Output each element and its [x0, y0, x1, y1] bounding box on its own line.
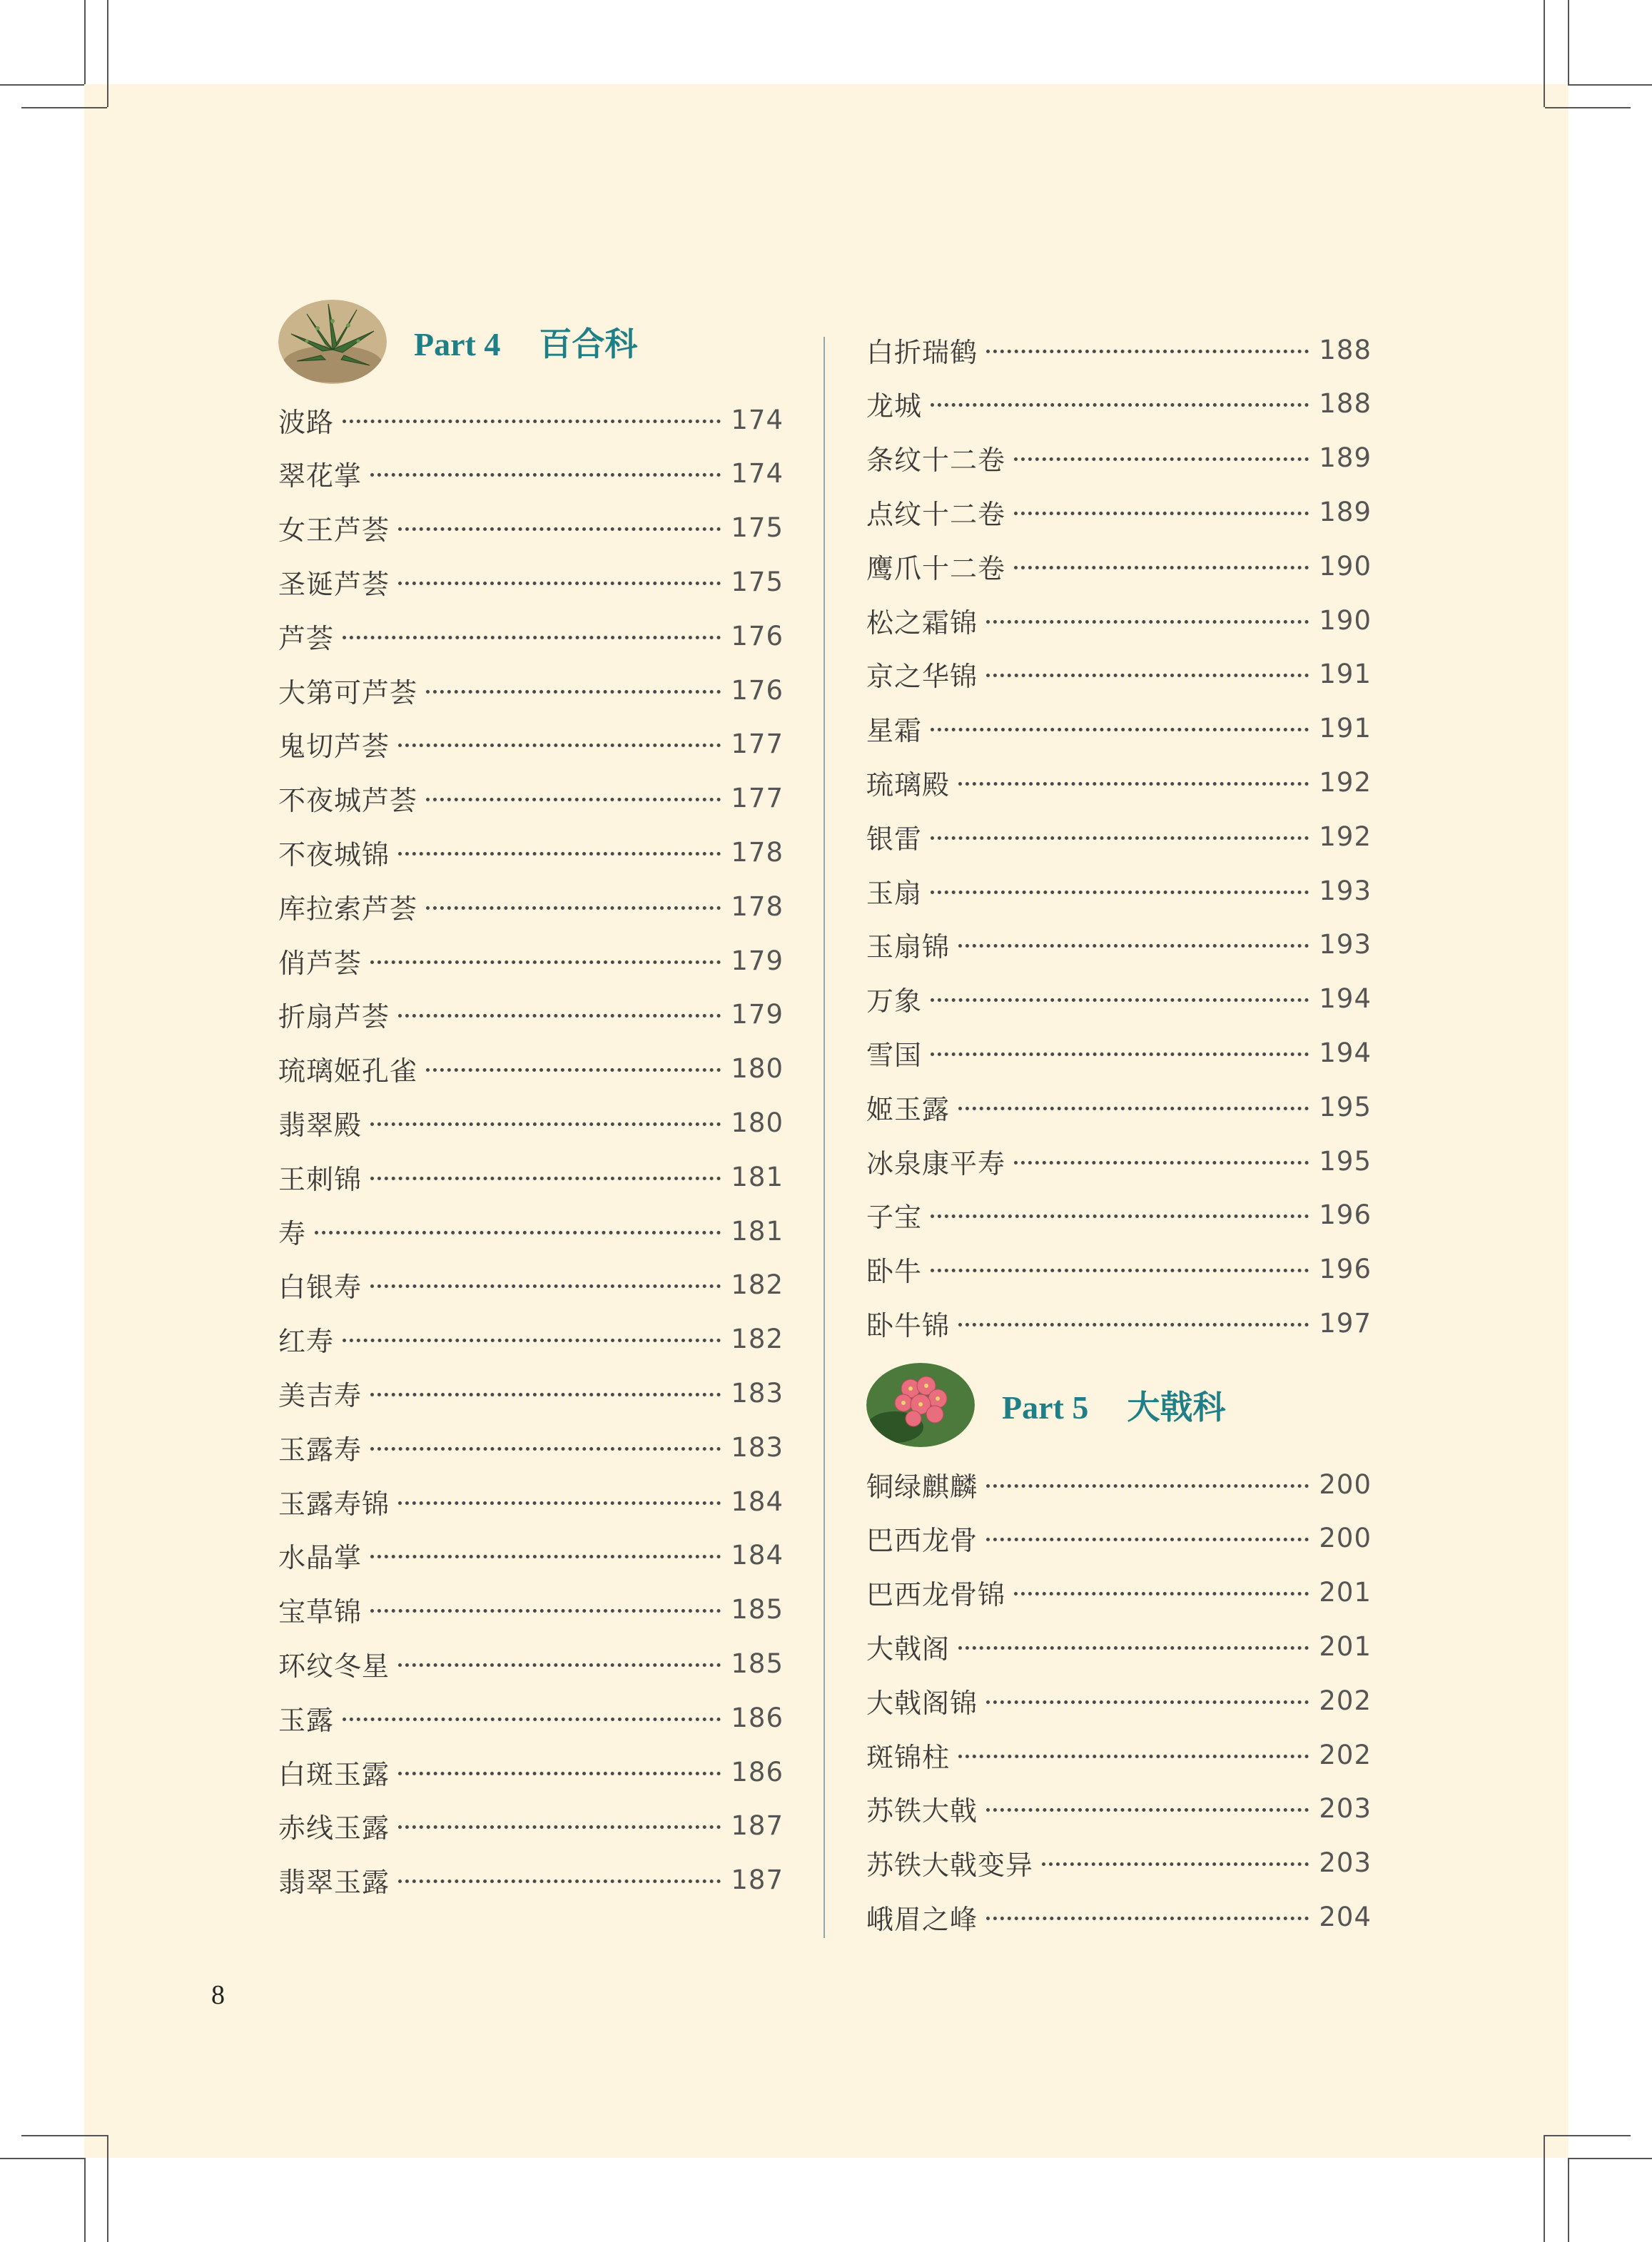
toc-entry-page: 197 — [1319, 1307, 1372, 1339]
toc-entry-name: 宝草锦 — [278, 1596, 363, 1628]
toc-entry-page: 188 — [1319, 334, 1372, 365]
toc-entry[interactable] — [866, 1031, 1372, 1074]
toc-entry-name: 姬玉露 — [866, 1093, 951, 1125]
toc-entry[interactable] — [866, 1194, 1372, 1237]
toc-entry-name: 俏芦荟 — [278, 947, 363, 979]
toc-entry[interactable] — [278, 614, 784, 657]
dot-leader — [1014, 457, 1309, 461]
toc-entry-page: 178 — [731, 891, 784, 922]
part-4-family: 百合科 — [539, 326, 638, 362]
toc-entry-page: 190 — [1319, 604, 1372, 636]
toc-entry-name: 库拉索芦荟 — [278, 893, 418, 925]
dot-leader — [931, 836, 1309, 840]
dot-leader — [931, 891, 1309, 894]
page-number: 8 — [211, 1980, 225, 2010]
toc-entry[interactable] — [278, 1426, 784, 1469]
toc-entry-name: 白折瑞鹤 — [866, 336, 978, 368]
dot-leader — [931, 403, 1309, 407]
toc-entry-page: 203 — [1319, 1847, 1372, 1879]
toc-entry-page: 175 — [731, 512, 784, 544]
toc-entry-name: 大第可芦荟 — [278, 676, 418, 709]
toc-entry-name: 卧牛 — [866, 1256, 923, 1288]
toc-entry-name: 圣诞芦荟 — [278, 568, 390, 600]
toc-entry-page: 187 — [731, 1865, 784, 1896]
toc-entry[interactable] — [278, 993, 784, 1036]
dot-leader — [398, 1501, 721, 1505]
toc-entry-name: 女王芦荟 — [278, 514, 390, 547]
toc-entry[interactable] — [278, 452, 784, 495]
toc-entry-page: 180 — [731, 1053, 784, 1085]
toc-entry-name: 万象 — [866, 985, 923, 1018]
dot-leader — [398, 582, 721, 585]
toc-entry[interactable] — [866, 1302, 1372, 1344]
toc-entry-name: 白斑玉露 — [278, 1758, 390, 1790]
toc-entry-page: 187 — [731, 1810, 784, 1842]
toc-entry[interactable] — [278, 1480, 784, 1523]
part-5-label: Part 5 — [1002, 1389, 1089, 1426]
toc-entry-name: 翡翠玉露 — [278, 1867, 390, 1899]
toc-entry-name: 斑锦柱 — [866, 1741, 951, 1773]
toc-entry[interactable] — [278, 1750, 784, 1793]
toc-entry-name: 琉璃姬孔雀 — [278, 1055, 418, 1087]
dot-leader — [426, 1068, 721, 1072]
toc-entry-name: 峨眉之峰 — [866, 1903, 978, 1935]
toc-entry[interactable] — [278, 560, 784, 603]
toc-entry[interactable] — [866, 1733, 1372, 1776]
dot-leader — [343, 1339, 721, 1342]
dot-leader — [315, 1231, 721, 1234]
toc-entry-name: 水晶掌 — [278, 1542, 363, 1574]
toc-entry[interactable] — [866, 869, 1372, 912]
toc-entry[interactable] — [278, 1209, 784, 1252]
part-5-heading — [866, 1363, 1225, 1447]
toc-entry[interactable] — [866, 707, 1372, 750]
toc-entry-page: 192 — [1319, 766, 1372, 798]
toc-entry[interactable] — [866, 978, 1372, 1020]
toc-entry[interactable] — [866, 1517, 1372, 1560]
toc-entry-page: 186 — [731, 1756, 784, 1787]
toc-entry-page: 193 — [1319, 875, 1372, 906]
toc-entry-page: 202 — [1319, 1739, 1372, 1770]
dot-leader — [958, 1646, 1309, 1650]
toc-entry-page: 179 — [731, 945, 784, 976]
toc-entry[interactable] — [278, 1318, 784, 1361]
dot-leader — [986, 350, 1309, 353]
toc-entry-name: 王刺锦 — [278, 1163, 363, 1195]
toc-entry[interactable] — [866, 1895, 1372, 1938]
dot-leader — [986, 1917, 1309, 1920]
toc-entry-page: 180 — [731, 1107, 784, 1138]
toc-entry-page: 203 — [1319, 1793, 1372, 1825]
toc-entry-page: 189 — [1319, 496, 1372, 527]
toc-entry-page: 191 — [1319, 713, 1372, 744]
toc-entry[interactable] — [866, 815, 1372, 858]
toc-entry-page: 176 — [731, 674, 784, 706]
toc-entry[interactable] — [278, 1101, 784, 1144]
toc-entry-name: 点纹十二卷 — [866, 498, 1006, 530]
toc-entry[interactable] — [866, 1140, 1372, 1182]
dot-leader — [1014, 566, 1309, 569]
toc-entry[interactable] — [866, 544, 1372, 587]
toc-entry-name: 京之华锦 — [866, 661, 978, 693]
toc-entry-name: 鬼切芦荟 — [278, 731, 390, 763]
toc-entry[interactable] — [278, 669, 784, 711]
toc-entry-page: 185 — [731, 1648, 784, 1679]
toc-entry-name: 冰泉康平寿 — [866, 1147, 1006, 1180]
toc-entry[interactable] — [866, 1625, 1372, 1668]
toc-entry-name: 龙城 — [866, 390, 923, 422]
toc-entry-name: 卧牛锦 — [866, 1309, 951, 1341]
toc-entry-name: 大戟阁 — [866, 1633, 951, 1665]
dot-leader — [398, 852, 721, 856]
toc-entry-page: 193 — [1319, 929, 1372, 960]
dot-leader — [958, 1107, 1309, 1110]
toc-entry-page: 194 — [1319, 1037, 1372, 1068]
dot-leader — [370, 1447, 721, 1451]
toc-entry-name: 银雷 — [866, 823, 923, 855]
toc-entry[interactable] — [866, 599, 1372, 641]
dot-leader — [931, 1269, 1309, 1272]
dot-leader — [343, 636, 721, 639]
dot-leader — [986, 1484, 1309, 1488]
toc-entry[interactable] — [278, 1264, 784, 1307]
toc-entry-name: 鹰爪十二卷 — [866, 552, 1006, 584]
toc-entry-page: 196 — [1319, 1254, 1372, 1285]
toc-entry-page: 181 — [731, 1161, 784, 1192]
dot-leader — [370, 1284, 721, 1288]
toc-entry[interactable] — [866, 761, 1372, 803]
toc-entry-page: 178 — [731, 836, 784, 868]
toc-entry-name: 铜绿麒麟 — [866, 1471, 978, 1503]
dot-leader — [343, 420, 721, 423]
toc-entry-page: 174 — [731, 458, 784, 490]
dot-leader — [370, 473, 721, 477]
toc-entry-page: 204 — [1319, 1901, 1372, 1932]
toc-entry[interactable] — [866, 382, 1372, 425]
part-4-title — [414, 318, 637, 365]
dot-leader — [398, 1880, 721, 1883]
toc-entry-page: 195 — [1319, 1091, 1372, 1122]
toc-entry-name: 苏铁大戟 — [866, 1795, 978, 1827]
toc-entry-page: 183 — [731, 1431, 784, 1463]
toc-entry[interactable] — [866, 437, 1372, 480]
toc-entry[interactable] — [866, 1248, 1372, 1291]
dot-leader — [398, 744, 721, 747]
dot-leader — [426, 690, 721, 694]
toc-entry-page: 188 — [1319, 388, 1372, 420]
toc-entry[interactable] — [278, 1534, 784, 1577]
dot-leader — [370, 1609, 721, 1613]
dot-leader — [986, 1808, 1309, 1812]
toc-entry[interactable] — [278, 885, 784, 928]
toc-entry[interactable] — [866, 1842, 1372, 1885]
toc-entry[interactable] — [278, 507, 784, 549]
aloe-plant-photo — [278, 300, 387, 384]
toc-entry[interactable] — [278, 939, 784, 982]
dot-leader — [398, 527, 721, 531]
toc-entry-name: 星霜 — [866, 715, 923, 747]
euphorbia-flower-photo — [866, 1363, 975, 1447]
toc-entry[interactable] — [866, 1463, 1372, 1506]
toc-entry[interactable] — [866, 490, 1372, 533]
toc-entry[interactable] — [278, 1155, 784, 1198]
toc-entry-name: 雪国 — [866, 1039, 923, 1071]
toc-entry-page: 200 — [1319, 1469, 1372, 1500]
dot-leader — [931, 1214, 1309, 1218]
dot-leader — [398, 1663, 721, 1667]
toc-entry[interactable] — [866, 923, 1372, 966]
toc-entry-name: 巴西龙骨锦 — [866, 1579, 1006, 1611]
toc-entry-name: 芦荟 — [278, 622, 335, 654]
toc-entry-name: 琉璃殿 — [866, 769, 951, 801]
toc-entry-page: 186 — [731, 1702, 784, 1733]
toc-entry-name: 松之霜锦 — [866, 607, 978, 639]
toc-entry-page: 176 — [731, 620, 784, 651]
dot-leader — [986, 620, 1309, 624]
toc-entry-page: 200 — [1319, 1523, 1372, 1554]
toc-entry-name: 玉露寿锦 — [278, 1488, 390, 1520]
toc-entry[interactable] — [866, 1571, 1372, 1614]
toc-entry-page: 182 — [731, 1324, 784, 1355]
toc-entry-name: 赤线玉露 — [278, 1812, 390, 1845]
toc-entry-page: 201 — [1319, 1630, 1372, 1662]
toc-entry[interactable] — [866, 1679, 1372, 1722]
toc-entry-name: 美吉寿 — [278, 1379, 363, 1411]
dot-leader — [986, 1538, 1309, 1541]
dot-leader — [398, 1825, 721, 1829]
toc-entry-name: 条纹十二卷 — [866, 445, 1006, 477]
toc-entry-page: 177 — [731, 783, 784, 814]
toc-entry-name: 大戟阁锦 — [866, 1687, 978, 1719]
toc-entry-name: 环纹冬星 — [278, 1650, 390, 1682]
toc-entry[interactable] — [278, 723, 784, 766]
toc-entry[interactable] — [278, 398, 784, 441]
dot-leader — [343, 1718, 721, 1721]
dot-leader — [370, 1555, 721, 1558]
dot-leader — [958, 1323, 1309, 1327]
toc-entry-name: 不夜城锦 — [278, 838, 390, 871]
toc-entry-page: 189 — [1319, 442, 1372, 474]
toc-entry-page: 174 — [731, 404, 784, 435]
toc-entry-name: 巴西龙骨 — [866, 1525, 978, 1557]
dot-leader — [986, 674, 1309, 677]
dot-leader — [370, 960, 721, 964]
dot-leader — [1014, 1161, 1309, 1165]
toc-entry-page: 195 — [1319, 1145, 1372, 1177]
toc-entry[interactable] — [866, 1787, 1372, 1830]
column-divider — [824, 337, 825, 1938]
toc-entry-name: 苏铁大戟变异 — [866, 1850, 1034, 1882]
toc-entry-page: 192 — [1319, 821, 1372, 852]
toc-entry-page: 179 — [731, 999, 784, 1030]
dot-leader — [958, 944, 1309, 948]
toc-entry-page: 185 — [731, 1594, 784, 1625]
toc-entry-page: 191 — [1319, 659, 1372, 690]
toc-entry-name: 翠花掌 — [278, 460, 363, 492]
dot-leader — [398, 1014, 721, 1018]
toc-entry[interactable] — [278, 1805, 784, 1847]
dot-leader — [1042, 1862, 1309, 1866]
toc-entry-name: 翡翠殿 — [278, 1109, 363, 1141]
dot-leader — [931, 728, 1309, 731]
part-5-title — [1002, 1381, 1225, 1429]
toc-entry-page: 183 — [731, 1377, 784, 1409]
dot-leader — [398, 1772, 721, 1775]
toc-entry[interactable] — [278, 1588, 784, 1631]
toc-entry-name: 玉扇锦 — [866, 931, 951, 963]
toc-entry-name: 玉露寿 — [278, 1434, 363, 1466]
toc-entry[interactable] — [278, 777, 784, 820]
toc-entry[interactable] — [278, 1696, 784, 1739]
toc-entry[interactable] — [278, 831, 784, 873]
toc-entry-name: 子宝 — [866, 1202, 923, 1234]
toc-entry-page: 182 — [731, 1269, 784, 1301]
dot-leader — [958, 1755, 1309, 1758]
dot-leader — [1014, 1592, 1309, 1596]
dot-leader — [931, 1052, 1309, 1056]
part-5-family: 大戟科 — [1127, 1389, 1226, 1426]
toc-entry[interactable] — [278, 1642, 784, 1685]
dot-leader — [370, 1177, 721, 1180]
toc-entry-page: 184 — [731, 1486, 784, 1517]
toc-entry[interactable] — [278, 1048, 784, 1090]
toc-entry-name: 波路 — [278, 406, 335, 438]
toc-entry-name: 折扇芦荟 — [278, 1001, 390, 1033]
dot-leader — [426, 906, 721, 910]
toc-entry-name: 玉扇 — [866, 877, 923, 909]
toc-entry-page: 177 — [731, 729, 784, 760]
dot-leader — [931, 998, 1309, 1002]
dot-leader — [1014, 512, 1309, 515]
toc-entry-page: 194 — [1319, 983, 1372, 1015]
toc-entry-name: 不夜城芦荟 — [278, 785, 418, 817]
toc-entry-page: 184 — [731, 1540, 784, 1571]
toc-entry-page: 202 — [1319, 1685, 1372, 1716]
toc-entry-page: 175 — [731, 566, 784, 597]
toc-entry[interactable] — [866, 653, 1372, 696]
toc-entry-name: 红寿 — [278, 1326, 335, 1358]
part-4-heading — [278, 300, 637, 384]
toc-entry[interactable] — [278, 1859, 784, 1902]
toc-entry[interactable] — [866, 1085, 1372, 1128]
dot-leader — [958, 782, 1309, 786]
part-4-label: Part 4 — [414, 326, 501, 362]
toc-entry-name: 白银寿 — [278, 1272, 363, 1304]
toc-entry-page: 201 — [1319, 1577, 1372, 1608]
dot-leader — [370, 1393, 721, 1396]
toc-entry-name: 玉露 — [278, 1704, 335, 1736]
toc-entry-page: 181 — [731, 1215, 784, 1247]
toc-entry[interactable] — [278, 1371, 784, 1414]
toc-entry-page: 196 — [1319, 1199, 1372, 1231]
toc-entry-name: 寿 — [278, 1217, 307, 1249]
toc-entry[interactable] — [866, 328, 1372, 371]
dot-leader — [426, 798, 721, 801]
toc-entry-page: 190 — [1319, 550, 1372, 582]
dot-leader — [986, 1700, 1309, 1704]
dot-leader — [370, 1122, 721, 1126]
